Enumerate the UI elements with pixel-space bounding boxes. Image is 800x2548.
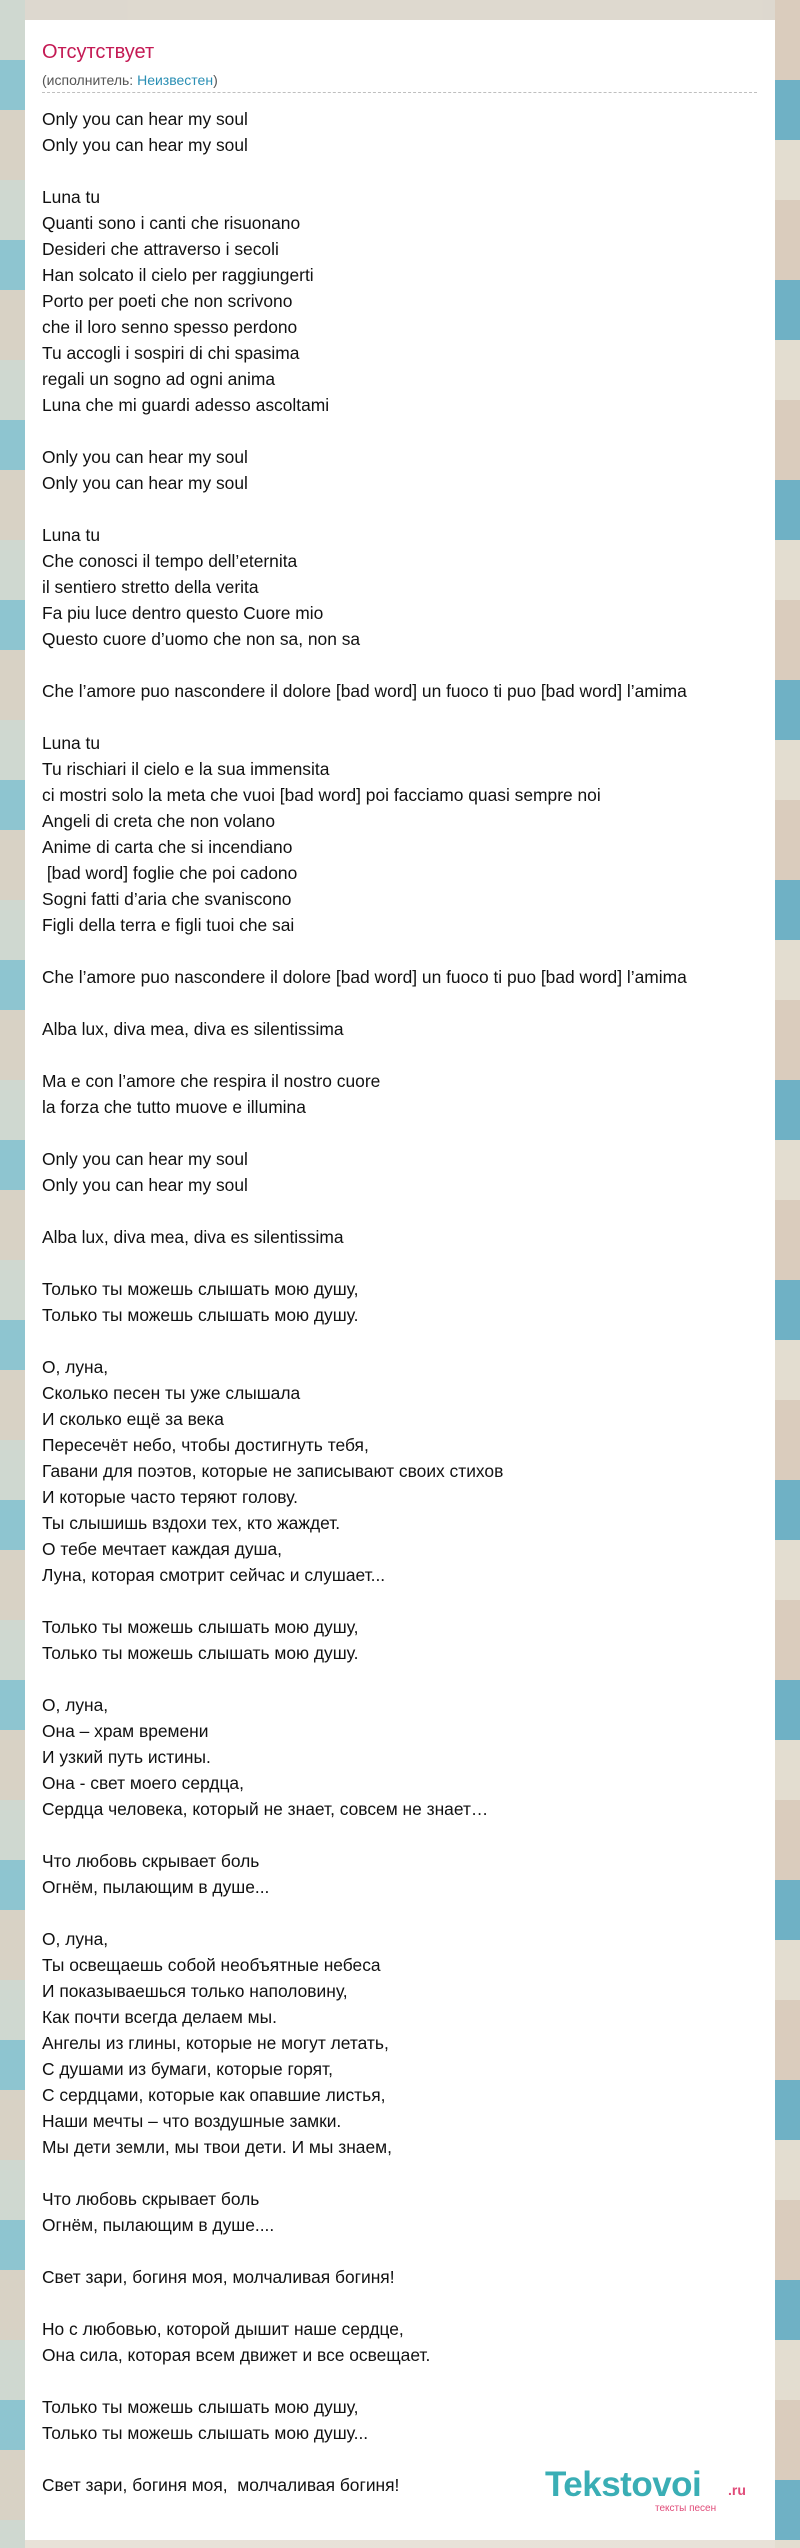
lyric-line: Пересечёт небо, чтобы достигнуть тебя, [42, 1435, 369, 1455]
lyric-line: Luna tu [42, 187, 101, 207]
lyric-line: Tu accogli i sospiri di chi spasima [42, 343, 300, 363]
lyrics-panel [25, 20, 775, 2540]
lyric-line: С сердцами, которые как опавшие листья, [42, 2085, 386, 2105]
lyric-line: Luna tu [42, 525, 101, 545]
header-divider [42, 92, 757, 93]
lyric-line: Только ты можешь слышать мою душу, [42, 2397, 359, 2417]
lyric-line: Sogni fatti d’aria che svaniscono [42, 889, 292, 909]
lyric-line: С душами из бумаги, которые горят, [42, 2059, 333, 2079]
lyric-line [42, 496, 772, 522]
lyric-line [42, 1822, 772, 1848]
lyric-line: И показываешься только наполовину, [42, 1981, 348, 2001]
lyric-line: Anime di carta che si incendiano [42, 837, 293, 857]
artist-suffix: ) [213, 72, 218, 88]
lyric-line [42, 2290, 772, 2316]
lyric-line: Che conosci il tempo dell’eternita [42, 551, 298, 571]
lyric-line: Porto per poeti che non scrivono [42, 291, 293, 311]
lyric-line [42, 1588, 772, 1614]
lyric-line: Огнём, пылающим в душе.... [42, 2215, 275, 2235]
lyric-line: О, луна, [42, 1357, 109, 1377]
left-stripe [0, 0, 25, 2548]
lyric-line: Свет зари, богиня моя, молчаливая богиня! [42, 2475, 400, 2495]
artist-prefix: (исполнитель: [42, 72, 138, 88]
lyric-line: Ты слышишь вздохи тех, кто жаждет. [42, 1513, 341, 1533]
lyric-line: Только ты можешь слышать мою душу... [42, 2423, 369, 2443]
lyric-line: Только ты можешь слышать мою душу. [42, 1305, 359, 1325]
lyric-line: Only you can hear my soul [42, 135, 248, 155]
lyric-line [42, 158, 772, 184]
lyric-line [42, 1328, 772, 1354]
lyric-line: [bad word] foglie che poi cadono [42, 863, 298, 883]
lyric-line: Только ты можешь слышать мою душу, [42, 1279, 359, 1299]
lyric-line: regali un sogno ad ogni anima [42, 369, 276, 389]
lyric-line: Fa piu luce dentro questo Cuore mio [42, 603, 324, 623]
lyric-line: Desideri che attraverso i secoli [42, 239, 279, 259]
lyric-line: Tu rischiari il cielo e la sua immensita [42, 759, 330, 779]
lyric-line [42, 1250, 772, 1276]
artist-line [42, 71, 218, 89]
lyric-line [42, 1198, 772, 1224]
logo-tld: .ru [728, 2482, 746, 2498]
lyric-line: il sentiero stretto della verita [42, 577, 259, 597]
song-title: Отсутствует [42, 41, 155, 63]
lyric-line: Но с любовью, которой дышит наше сердце, [42, 2319, 404, 2339]
lyric-line [42, 1900, 772, 1926]
lyric-line [42, 938, 772, 964]
site-logo[interactable] [545, 2465, 745, 2515]
lyric-line: Han solcato il cielo per raggiungerti [42, 265, 314, 285]
lyric-line: Сколько песен ты уже слышала [42, 1383, 301, 1403]
lyric-line: Ma e con l’amore che respira il nostro cuore [42, 1071, 381, 1091]
lyric-line: И сколько ещё за века [42, 1409, 224, 1429]
lyric-line: Quanti sono i canti che risuonano [42, 213, 301, 233]
lyric-line: Свет зари, богиня моя, молчаливая богиня! [42, 2267, 395, 2287]
lyric-line: О, луна, [42, 1695, 109, 1715]
lyric-line: Только ты можешь слышать мою душу, [42, 1617, 359, 1637]
lyric-line: О тебе мечтает каждая душа, [42, 1539, 282, 1559]
right-stripe [775, 0, 800, 2548]
lyric-line: Only you can hear my soul [42, 1149, 248, 1169]
lyric-line: Alba lux, diva mea, diva es silentissima [42, 1227, 344, 1247]
lyric-line [42, 652, 772, 678]
lyric-line: И узкий путь истины. [42, 1747, 211, 1767]
lyric-line: Ты освещаешь собой необъятные небеса [42, 1955, 381, 1975]
lyric-line: Che l’amore puo nascondere il dolore [bad word] un fuoco ti puo [bad word] l’amima [42, 681, 687, 701]
lyric-line: Only you can hear my soul [42, 1175, 248, 1195]
lyric-line: la forza che tutto muove e illumina [42, 1097, 306, 1117]
lyric-line: Ангелы из глины, которые не могут летать, [42, 2033, 389, 2053]
lyric-line [42, 2238, 772, 2264]
artist-link[interactable]: Неизвестен [137, 72, 214, 88]
lyric-line: Огнём, пылающим в душе... [42, 1877, 270, 1897]
logo-brand: Tekstovoi [545, 2465, 702, 2504]
lyric-line: Che l’amore puo nascondere il dolore [bad word] un fuoco ti puo [bad word] l’amima [42, 967, 687, 987]
lyric-line: Мы дети земли, мы твои дети. И мы знаем, [42, 2137, 392, 2157]
lyric-line: Что любовь скрывает боль [42, 2189, 260, 2209]
lyric-line [42, 704, 772, 730]
lyric-line: Only you can hear my soul [42, 473, 248, 493]
lyric-line [42, 418, 772, 444]
lyric-line: Luna tu [42, 733, 101, 753]
lyric-line: Сердца человека, который не знает, совсем не знает… [42, 1799, 489, 1819]
lyric-line: Only you can hear my soul [42, 109, 248, 129]
lyric-line: Only you can hear my soul [42, 447, 248, 467]
lyric-line: Наши мечты – что воздушные замки. [42, 2111, 342, 2131]
lyric-line: Она - свет моего сердца, [42, 1773, 244, 1793]
lyric-line: Гавани для поэтов, которые не записывают своих стихов [42, 1461, 504, 1481]
lyric-line: che il loro senno spesso perdono [42, 317, 298, 337]
lyric-line [42, 2160, 772, 2186]
lyric-line: Alba lux, diva mea, diva es silentissima [42, 1019, 344, 1039]
lyric-line [42, 2368, 772, 2394]
lyric-line: Что любовь скрывает боль [42, 1851, 260, 1871]
lyric-line [42, 1042, 772, 1068]
lyric-line [42, 1120, 772, 1146]
lyric-line: Figli della terra e figli tuoi che sai [42, 915, 295, 935]
lyric-line: ci mostri solo la meta che vuoi [bad word] poi facciamo quasi sempre noi [42, 785, 601, 805]
lyric-line: Questo cuore d’uomo che non sa, non sa [42, 629, 361, 649]
lyric-line: О, луна, [42, 1929, 109, 1949]
lyric-line: Луна, которая смотрит сейчас и слушает... [42, 1565, 386, 1585]
logo-tagline: тексты песен [655, 2503, 717, 2514]
lyric-line: Luna che mi guardi adesso ascoltami [42, 395, 330, 415]
lyric-line: Только ты можешь слышать мою душу. [42, 1643, 359, 1663]
lyric-line: Angeli di creta che non volano [42, 811, 275, 831]
lyrics-text [42, 106, 772, 2498]
lyric-line: И которые часто теряют голову. [42, 1487, 298, 1507]
lyric-line: Она сила, которая всем движет и все освещает. [42, 2345, 431, 2365]
lyric-line [42, 990, 772, 1016]
lyric-line [42, 1666, 772, 1692]
lyric-line: Как почти всегда делаем мы. [42, 2007, 277, 2027]
lyric-line: Она – храм времени [42, 1721, 209, 1741]
